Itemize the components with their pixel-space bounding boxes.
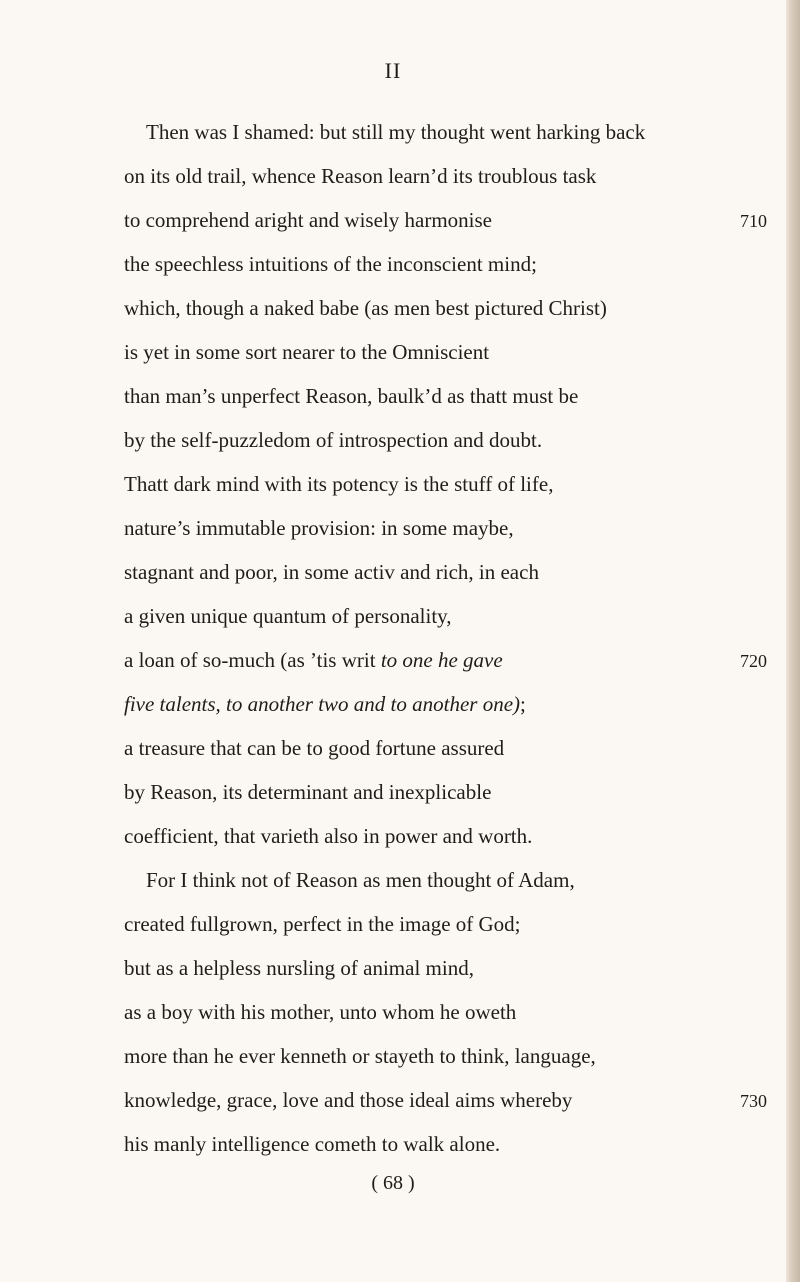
poem-line: on its old trail, whence Reason learn’d its troublous task [124, 164, 597, 188]
section-numeral: II [384, 58, 402, 83]
poem-line: is yet in some sort nearer to the Omniscient [124, 340, 490, 364]
page-number: ( 68 ) [371, 1172, 415, 1194]
poem-line: a given unique quantum of personality, [124, 604, 452, 628]
italic-quote: to one he gave [380, 648, 503, 672]
line-number: 730 [740, 1091, 767, 1111]
poem-line: stagnant and poor, in some activ and rich, in each [124, 560, 539, 584]
poem-line: as a boy with his mother, unto whom he oweth [124, 1000, 517, 1024]
line-number: 710 [740, 211, 767, 231]
page-edge [786, 0, 800, 1282]
line-text: a loan of so-much (as ’tis writ [124, 648, 381, 672]
poem-line: created fullgrown, perfect in the image of God; [124, 912, 521, 936]
poem-line: nature’s immutable provision: in some maybe, [124, 516, 514, 540]
poem-line: but as a helpless nursling of animal mind, [124, 956, 474, 980]
line-number: 720 [740, 651, 767, 671]
poem-line: more than he ever kenneth or stayeth to think, language, [124, 1044, 596, 1068]
poem-line [124, 650, 503, 671]
poem-line: For I think not of Reason as men thought of Adam, [146, 868, 575, 892]
poem-line: by Reason, its determinant and inexplicable [124, 780, 492, 804]
italic-quote: five talents, to another two and to another one) [124, 692, 521, 716]
poem-line: Thatt dark mind with its potency is the stuff of life, [124, 472, 554, 496]
poem-line: than man’s unperfect Reason, baulk’d as thatt must be [124, 384, 579, 408]
poem-line: to comprehend aright and wisely harmonise [124, 208, 492, 232]
poem-line: coefficient, that varieth also in power and worth. [124, 824, 533, 848]
poem-line: knowledge, grace, love and those ideal aims whereby [124, 1088, 573, 1112]
line-text: ; [520, 692, 526, 716]
poem-line: a treasure that can be to good fortune assured [124, 736, 505, 760]
poem-line: which, though a naked babe (as men best pictured Christ) [124, 296, 607, 320]
poem-line: his manly intelligence cometh to walk alone. [124, 1132, 501, 1156]
poem-line: the speechless intuitions of the inconscient mind; [124, 252, 537, 276]
poem-line: Then was I shamed: but still my thought went harking back [146, 120, 646, 144]
poem-line: by the self-puzzledom of introspection and doubt. [124, 428, 543, 452]
poem-line [124, 694, 526, 715]
